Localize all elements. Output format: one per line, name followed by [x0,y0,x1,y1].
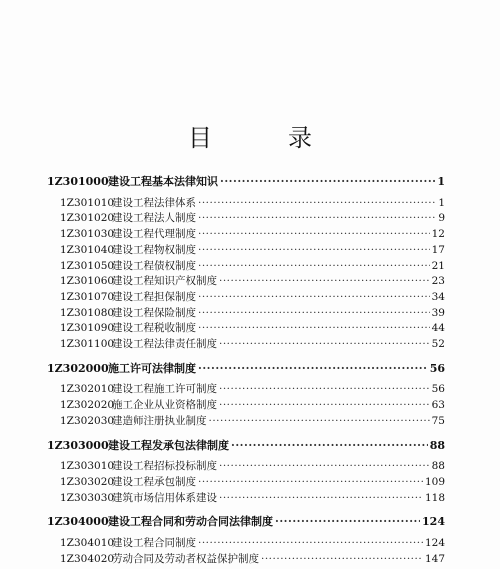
toc-code: 1Z301050 [60,259,115,272]
toc-title: 建筑市场信用体系建设 [112,491,217,504]
toc-title: 建设工程招标投标制度 [112,460,217,473]
toc-section-row [0,474,500,490]
toc-page-number: 21 [431,259,445,272]
toc-code: 1Z303000 [47,438,109,452]
toc-section-row [0,336,500,352]
toc-code: 1Z304000 [47,515,109,529]
toc-page-number: 118 [424,491,445,504]
toc-section-row [0,242,500,258]
toc-page-number: 12 [431,228,445,241]
toc-title: 建设工程法人制度 [112,212,196,225]
toc-leader-dots [198,210,436,226]
toc-code: 1Z301010 [60,196,115,209]
toc-section-row [0,551,500,567]
toc-section-row [0,258,500,274]
toc-code: 1Z304020 [60,552,115,565]
toc-chapter-row [0,438,500,454]
toc-section-row [0,458,500,474]
toc-page-number: 44 [431,322,445,335]
toc-title: 建设工程承包制度 [112,475,196,488]
toc-leader-dots [275,514,420,530]
toc-title: 建设工程基本法律知识 [108,175,218,188]
toc-page-number: 56 [429,361,445,375]
toc-section-row [0,413,500,429]
toc-code: 1Z303020 [60,475,115,488]
toc-title: 施工企业从业资格制度 [112,399,217,412]
toc-page-number: 56 [431,383,445,396]
toc-leader-dots [198,535,423,551]
toc-leader-dots [220,174,435,190]
toc-section-row [0,320,500,336]
toc-page-number: 88 [431,460,445,473]
toc-leader-dots [219,273,430,289]
toc-section-row [0,289,500,305]
toc-title: 建设工程税收制度 [112,322,196,335]
toc-section-row [0,210,500,226]
toc-page-number: 75 [431,414,445,427]
toc-code: 1Z302010 [60,383,115,396]
toc-title: 建设工程发承包法律制度 [108,438,229,452]
toc-title: 劳动合同及劳动者权益保护制度 [112,552,259,565]
toc-page-number: 1 [438,196,445,209]
toc-leader-dots [198,242,430,258]
toc-title: 建设工程代理制度 [112,228,196,241]
toc-code: 1Z302030 [60,414,115,427]
toc-title: 建设工程保险制度 [112,306,196,319]
toc-leader-dots [198,226,430,242]
toc-code: 1Z301020 [60,212,115,225]
toc-title: 建设工程法律责任制度 [112,338,217,350]
toc-page-number: 1 [437,175,445,188]
toc-page-number: 147 [424,552,445,565]
toc-chapter-row [0,174,500,190]
toc-leader-dots [198,305,430,321]
toc-leader-dots [219,458,430,474]
toc-title: 建设工程担保制度 [112,290,196,303]
toc-page-number: 124 [422,515,445,529]
toc-leader-dots [198,361,428,377]
toc-section-row [0,381,500,397]
toc-code: 1Z301070 [60,290,115,303]
toc-title: 建造师注册执业制度 [112,414,207,427]
page-title: 目 录 [188,124,338,152]
toc-section-row [0,490,500,506]
toc-code: 1Z301000 [47,175,109,188]
toc-code: 1Z303030 [60,491,115,504]
toc-title: 建设工程知识产权制度 [112,275,217,288]
toc-code: 1Z304010 [60,537,115,549]
toc-leader-dots [198,195,436,211]
toc-page-number: 52 [431,338,445,350]
toc-code: 1Z301030 [60,228,115,241]
toc-section-row [0,305,500,321]
toc-code: 1Z302020 [60,399,115,412]
toc-code: 1Z303010 [60,460,115,473]
toc-code: 1Z301080 [60,306,115,319]
toc-leader-dots [219,336,430,352]
toc-leader-dots [198,474,423,490]
toc-title: 建设工程债权制度 [112,259,196,272]
toc-page-number: 109 [424,475,445,488]
toc-chapter-row [0,361,500,377]
toc-leader-dots [209,413,430,429]
toc-leader-dots [198,289,430,305]
toc-page-number: 17 [431,243,445,256]
toc-code: 1Z301060 [60,275,115,288]
toc-section-row [0,195,500,211]
toc-page-number: 63 [431,399,445,412]
toc-code: 1Z301040 [60,243,115,256]
toc-title: 建设工程物权制度 [112,243,196,256]
toc-leader-dots [198,258,430,274]
toc-leader-dots [261,551,423,567]
toc-leader-dots [219,381,430,397]
toc-title: 施工许可法律制度 [108,361,196,375]
toc-leader-dots [219,397,430,413]
toc-section-row [0,397,500,413]
toc-page-number: 9 [438,212,445,225]
toc-section-row [0,226,500,242]
toc-leader-dots [231,438,428,454]
toc-title: 建设工程施工许可制度 [112,383,217,396]
toc-code: 1Z301090 [60,322,115,335]
toc-chapter-row [0,514,500,530]
toc-page-number: 23 [431,275,445,288]
toc-code: 1Z302000 [47,361,109,375]
toc-section-row [0,535,500,551]
toc-page-number: 39 [431,306,445,319]
toc-code: 1Z301100 [60,338,115,350]
toc-page-number: 88 [429,438,445,452]
toc-leader-dots [198,320,430,336]
toc-leader-dots [219,490,423,506]
toc-page-number: 124 [424,537,445,549]
toc-section-row [0,273,500,289]
toc-title: 建设工程法律体系 [112,196,196,209]
toc-title: 建设工程合同制度 [112,537,196,549]
toc-title: 建设工程合同和劳动合同法律制度 [108,515,273,529]
toc-page-number: 34 [431,290,445,303]
